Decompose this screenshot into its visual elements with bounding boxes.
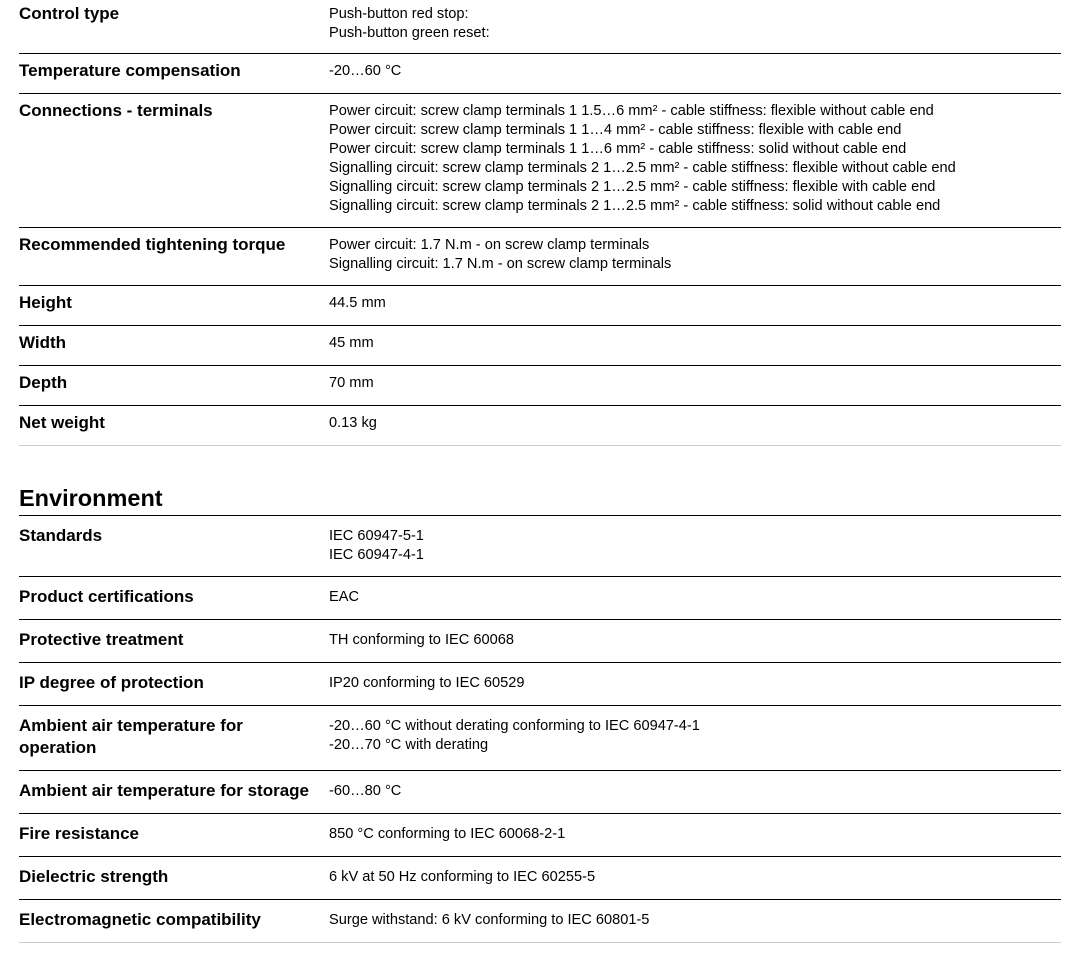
spec-row <box>19 516 1061 577</box>
spec-row <box>19 814 1061 857</box>
spec-value <box>329 286 1061 326</box>
spec-label: IP degree of protection <box>19 663 329 706</box>
spec-label: Protective treatment <box>19 620 329 663</box>
spec-label: Ambient air temperature for storage <box>19 771 329 814</box>
spec-label: Width <box>19 326 329 366</box>
spec-value <box>329 0 1061 54</box>
spec-value-line: 44.5 mm <box>329 295 386 311</box>
spec-row <box>19 366 1061 406</box>
spec-value <box>329 326 1061 366</box>
spec-label: Temperature compensation <box>19 54 329 94</box>
spec-label: Standards <box>19 516 329 577</box>
spec-value <box>329 228 1061 286</box>
spec-value-line: Signalling circuit: screw clamp terminals 2 1…2.5 mm² - cable stiffness: flexible with cable end <box>329 179 936 195</box>
spec-value-line: -20…60 °C <box>329 63 402 79</box>
spec-label: Height <box>19 286 329 326</box>
spec-value-line: Signalling circuit: screw clamp terminals 2 1…2.5 mm² - cable stiffness: solid without cable end <box>329 198 941 214</box>
spec-label: Net weight <box>19 406 329 446</box>
spec-value-line: Push-button green reset: <box>329 25 490 41</box>
spec-row <box>19 406 1061 446</box>
spec-label: Control type <box>19 0 329 54</box>
spec-value-line: Signalling circuit: screw clamp terminals 2 1…2.5 mm² - cable stiffness: flexible without cable end <box>329 160 956 176</box>
spec-row <box>19 94 1061 228</box>
spec-value-line: IEC 60947-4-1 <box>329 547 424 563</box>
spec-value <box>329 857 1061 900</box>
spec-row <box>19 663 1061 706</box>
spec-row <box>19 900 1061 943</box>
spec-label: Dielectric strength <box>19 857 329 900</box>
spec-label: Electromagnetic compatibility <box>19 900 329 943</box>
spec-row <box>19 857 1061 900</box>
spec-label: Recommended tightening torque <box>19 228 329 286</box>
spec-value-line: Push-button red stop: <box>329 6 469 22</box>
spec-value <box>329 900 1061 943</box>
spec-label: Product certifications <box>19 577 329 620</box>
spec-value-line: Power circuit: screw clamp terminals 1 1…4 mm² - cable stiffness: flexible with cable end <box>329 122 902 138</box>
spec-sheet <box>19 0 1061 943</box>
spec-value-line: 6 kV at 50 Hz conforming to IEC 60255-5 <box>329 869 596 885</box>
spec-value-line: IP20 conforming to IEC 60529 <box>329 675 525 691</box>
spec-value <box>329 706 1061 771</box>
spec-label: Depth <box>19 366 329 406</box>
spec-value-line: Surge withstand: 6 kV conforming to IEC 60801-5 <box>329 912 650 928</box>
spec-value-line: Power circuit: screw clamp terminals 1 1…6 mm² - cable stiffness: solid without cable end <box>329 141 907 157</box>
spec-value <box>329 814 1061 857</box>
main-spec-table <box>19 0 1061 446</box>
spec-value <box>329 771 1061 814</box>
spec-value <box>329 516 1061 577</box>
spec-row <box>19 228 1061 286</box>
spec-value-line: -60…80 °C <box>329 783 402 799</box>
spec-value <box>329 54 1061 94</box>
spec-value <box>329 406 1061 446</box>
spec-label: Ambient air temperature for operation <box>19 706 329 771</box>
spec-value-line: 70 mm <box>329 375 374 391</box>
spec-row <box>19 577 1061 620</box>
spec-value-line: Power circuit: 1.7 N.m - on screw clamp terminals <box>329 237 650 253</box>
spec-value-line: Power circuit: screw clamp terminals 1 1.5…6 mm² - cable stiffness: flexible without cable end <box>329 103 934 119</box>
spec-value-line: IEC 60947-5-1 <box>329 528 424 544</box>
spec-label: Fire resistance <box>19 814 329 857</box>
spec-value-line: -20…60 °C without derating conforming to IEC 60947-4-1 <box>329 718 700 734</box>
environment-spec-table <box>19 516 1061 943</box>
spec-row <box>19 706 1061 771</box>
spec-value <box>329 663 1061 706</box>
spec-row <box>19 0 1061 54</box>
environment-section-title: Environment <box>19 483 1061 516</box>
spec-row <box>19 620 1061 663</box>
spec-row <box>19 771 1061 814</box>
spec-value <box>329 620 1061 663</box>
spec-value <box>329 366 1061 406</box>
spec-value <box>329 94 1061 228</box>
spec-value-line: EAC <box>329 589 360 605</box>
spec-row <box>19 326 1061 366</box>
spec-value-line: 45 mm <box>329 335 374 351</box>
spec-value-line: TH conforming to IEC 60068 <box>329 632 514 648</box>
spec-value-line: 850 °C conforming to IEC 60068-2-1 <box>329 826 566 842</box>
spec-value-line: -20…70 °C with derating <box>329 737 489 753</box>
spec-label: Connections - terminals <box>19 94 329 228</box>
spec-row <box>19 286 1061 326</box>
spec-row <box>19 54 1061 94</box>
spec-value-line: Signalling circuit: 1.7 N.m - on screw clamp terminals <box>329 256 672 272</box>
spec-value <box>329 577 1061 620</box>
spec-value-line: 0.13 kg <box>329 415 377 431</box>
